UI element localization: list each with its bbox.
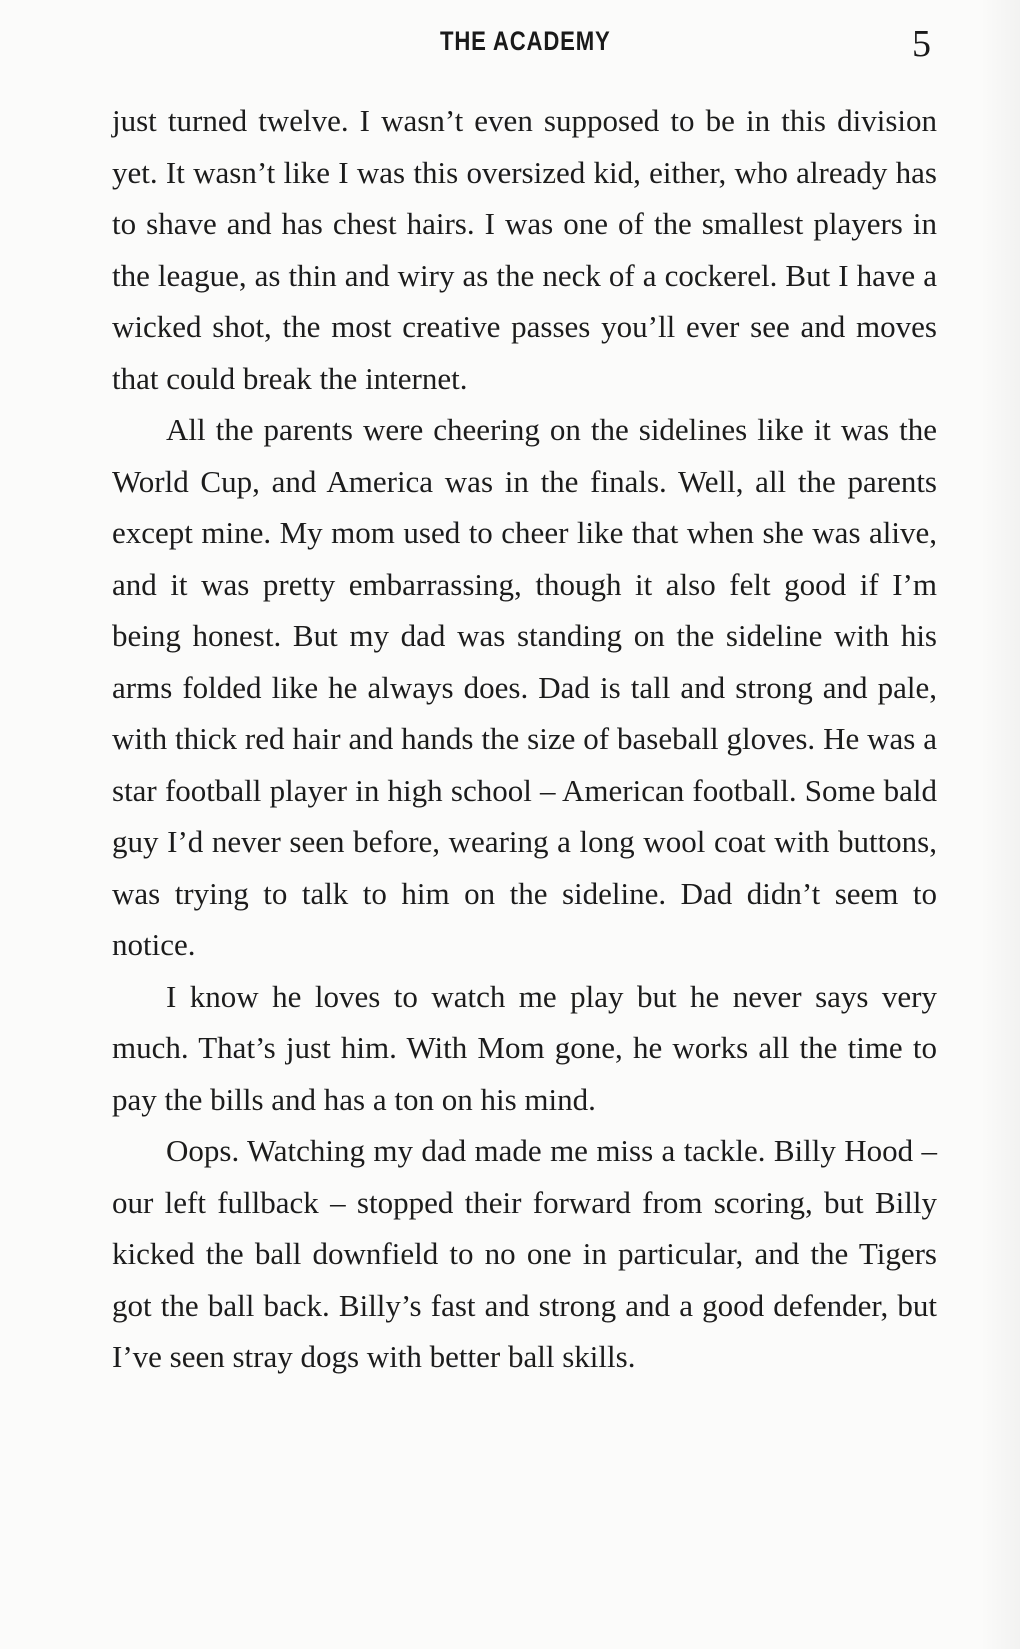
running-head bbox=[0, 22, 1020, 65]
paragraph: All the parents were cheering on the sidelines like it was the World Cup, and America was in the finals. Well, all the parents except mine. My mom used to cheer like that when she was alive, and it was pretty embarrassing, though it also felt good if I’m being honest. But my dad was standing on the sideline with his arms folded like he always does. Dad is tall and strong and pale, with thick red hair and hands the size of baseball gloves. He was a star football player in high school – American football. Some bald guy I’d never seen before, wearing a long wool coat with buttons, was trying to talk to him on the sideline. Dad didn’t seem to notice. bbox=[112, 412, 937, 962]
paragraph: Oops. Watching my dad made me miss a tackle. Billy Hood – our left fullback – stopped their forward from scoring, but Billy kicked the ball downfield to no one in particular, and the Tigers got the ball back. Billy’s fast and strong and a good defender, but I’ve seen stray dogs with better ball skills. bbox=[112, 1133, 937, 1374]
body-text bbox=[112, 95, 937, 1383]
page-number: 5 bbox=[912, 23, 931, 65]
paragraph: just turned twelve. I wasn’t even supposed to be in this division yet. It wasn’t like I was this oversized kid, either, who already has to shave and has chest hairs. I was one of the smallest players in the league, as thin and wiry as the neck of a cockerel. But I have a wicked shot, the most creative passes you’ll ever see and moves that could break the internet. bbox=[112, 103, 937, 396]
paragraph: I know he loves to watch me play but he never says very much. That’s just him. With Mom gone, he works all the time to pay the bills and has a ton on his mind. bbox=[112, 978, 937, 1117]
running-title: THE ACADEMY bbox=[440, 26, 611, 56]
